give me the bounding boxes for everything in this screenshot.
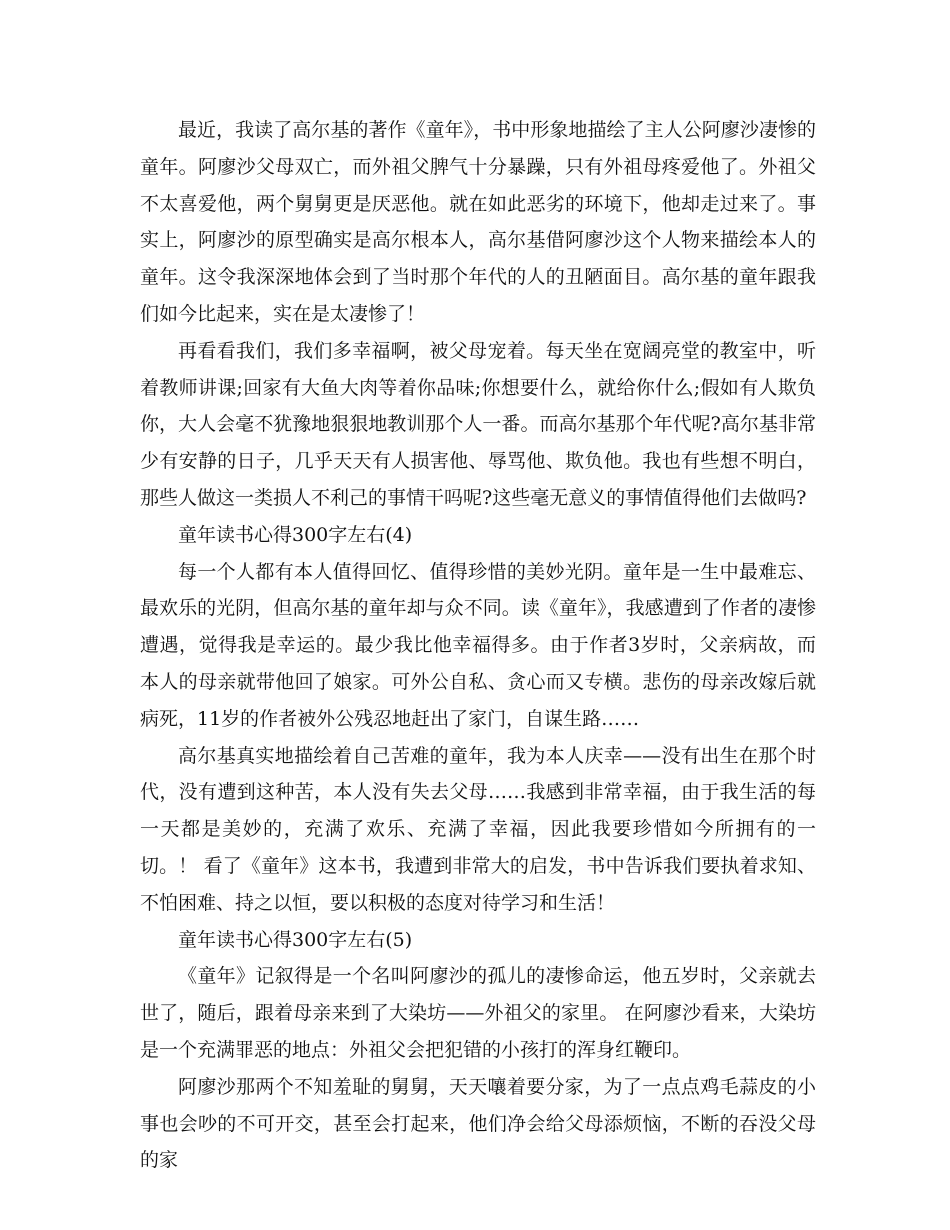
section-heading-5: 童年读书心得300字左右(5) [178,928,413,951]
paragraph-section4-second: 高尔基真实地描绘着自己苦难的童年，我为本人庆幸——没有出生在那个时代，没有遭到这种苦，本人没有失去父母……我感到非常幸福，由于我生活的每一天都是美妙的，充满了欢乐、充满了幸福，因此我要珍惜如今所拥有的一切。！ 看了《童年》这本书，我遭到非常大的启发，书中告诉我们要执着求知、不怕困难、持之以恒，要以积极的态度对待学习和生活！ [140,744,816,914]
paragraph-comparison: 再看看我们，我们多幸福啊，被父母宠着。每天坐在宽阔亮堂的教室中，听着教师讲课;回家有大鱼大肉等着你品味;你想要什么，就给你什么;假如有人欺负你，大人会毫不犹豫地狠狠地教训那个人一番。而高尔基那个年代呢?高尔基非常少有安静的日子，几乎天天有人损害他、辱骂他、欺负他。我也有些想不明白，那些人做这一类损人不利己的事情干吗呢?这些毫无意义的事情值得他们去做吗? [140,339,816,509]
document-page [140,112,816,1179]
section-heading-4: 童年读书心得300字左右(4) [178,523,413,546]
paragraph-section4-first: 每一个人都有本人值得回忆、值得珍惜的美妙光阴。童年是一生中最难忘、最欢乐的光阴，但高尔基的童年却与众不同。读《童年》，我感遭到了作者的凄惨遭遇，觉得我是幸运的。最少我比他幸福得多。由于作者3岁时，父亲病故，而本人的母亲就带他回了娘家。可外公自私、贪心而又专横。悲伤的母亲改嫁后就病死，11岁的作者被外公残忍地赶出了家门，自谋生路…… [140,560,816,730]
paragraph-section5-first: 《童年》记叙得是一个名叫阿廖沙的孤儿的凄惨命运，他五岁时，父亲就去世了，随后，跟着母亲来到了大染坊——外祖父的家里。 在阿廖沙看来，大染坊是一个充满罪恶的地点：外祖父会把犯错的小孩打的浑身红鞭印。 [140,965,816,1061]
paragraph-section5-second: 阿廖沙那两个不知羞耻的舅舅，天天嚷着要分家，为了一点点鸡毛蒜皮的小事也会吵的不可开交，甚至会打起来，他们净会给父母添烦恼，不断的吞没父母的家 [140,1075,816,1172]
paragraph-intro: 最近，我读了高尔基的著作《童年》，书中形象地描绘了主人公阿廖沙凄惨的童年。阿廖沙父母双亡，而外祖父脾气十分暴躁，只有外祖母疼爱他了。外祖父不太喜爱他，两个舅舅更是厌恶他。就在如此恶劣的环境下，他却走过来了。事实上，阿廖沙的原型确实是高尔根本人，高尔基借阿廖沙这个人物来描绘本人的童年。这令我深深地体会到了当时那个年代的人的丑陋面目。高尔基的童年跟我们如今比起来，实在是太凄惨了！ [140,119,816,325]
